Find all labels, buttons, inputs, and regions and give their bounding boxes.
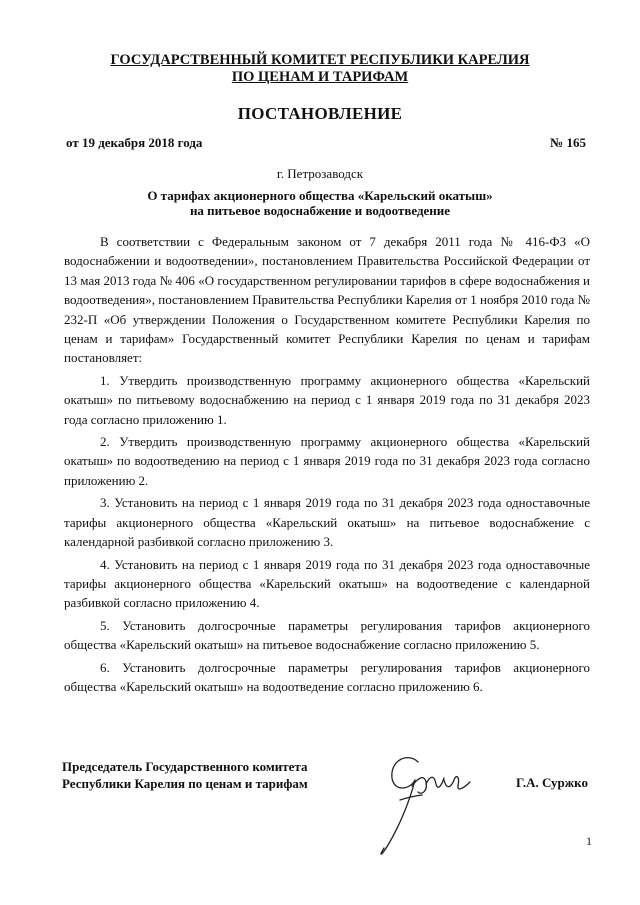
body-item-4: 4. Установить на период с 1 января 2019 года по 31 декабря 2023 года одноставочные тарифы акционерного общества «Карельский окатыш» на водоотведение с календарной разбивкой согласно приложению 4. <box>64 556 590 611</box>
signatory-name: Г.А. Суржко <box>516 775 588 790</box>
organization-header <box>60 52 580 86</box>
body-item-5: 5. Установить долгосрочные параметры регулирования тарифов акционерного общества «Карельский окатыш» на питьевое водоснабжение согласно приложению 5. <box>64 617 590 653</box>
signatory-position <box>62 758 308 792</box>
handwritten-signature <box>360 740 480 870</box>
document-title <box>60 188 580 218</box>
page-number: 1 <box>586 834 592 848</box>
signatory-position-line2: Республики Карелия по ценам и тарифам <box>62 776 308 791</box>
org-name-line1: ГОСУДАРСТВЕННЫЙ КОМИТЕТ РЕСПУБЛИКИ КАРЕЛИЯ <box>110 52 530 68</box>
title-line2: на питьевое водоснабжение и водоотведение <box>189 203 451 218</box>
document-number: № 165 <box>550 135 586 150</box>
preamble-paragraph: В соответствии с Федеральным законом от 7 декабря 2011 года № 416-ФЗ «О водоснабжении и водоотведении», постановлением Правительства Российской Федерации от 13 мая 2013 года № 406 «О государственном регулировании тарифов в сфере водоснабжения и водоотведения», постановлением Правительства Республики Карелия от 1 ноября 2010 года № 232-П «Об утверждении Положения о Государственном комитете Республики Карелия по ценам и тарифам» Государственный комитет Республики Карелия по ценам и тарифам постановляет: <box>64 234 590 366</box>
document-city: г. Петрозаводск <box>276 166 364 181</box>
body-item-1: 1. Утвердить производственную программу акционерного общества «Карельский окатыш» по питьевому водоснабжению на период с 1 января 2019 года по 31 декабря 2023 года согласно приложению 1. <box>64 372 590 427</box>
document-date: от 19 декабря 2018 года <box>66 135 203 150</box>
body-item-2: 2. Утвердить производственную программу акционерного общества «Карельский окатыш» по водоотведению на период с 1 января 2019 года по 31 декабря 2023 года согласно приложению 2. <box>64 434 590 488</box>
document-type: ПОСТАНОВЛЕНИЕ <box>237 104 403 123</box>
signatory-position-line1: Председатель Государственного комитета <box>62 759 308 774</box>
title-line1: О тарифах акционерного общества «Карельский окатыш» <box>147 188 493 203</box>
document-body <box>64 232 590 696</box>
body-item-3: 3. Установить на период с 1 января 2019 года по 31 декабря 2023 года одноставочные тарифы акционерного общества «Карельский окатыш» на питьевое водоснабжение с календарной разбивкой согласно приложению 3. <box>64 495 590 550</box>
org-name-line2: ПО ЦЕНАМ И ТАРИФАМ <box>231 69 409 85</box>
date-number-row <box>66 135 586 153</box>
body-item-6: 6. Установить долгосрочные параметры регулирования тарифов акционерного общества «Карельский окатыш» на водоотведение согласно приложению 6. <box>64 659 590 694</box>
